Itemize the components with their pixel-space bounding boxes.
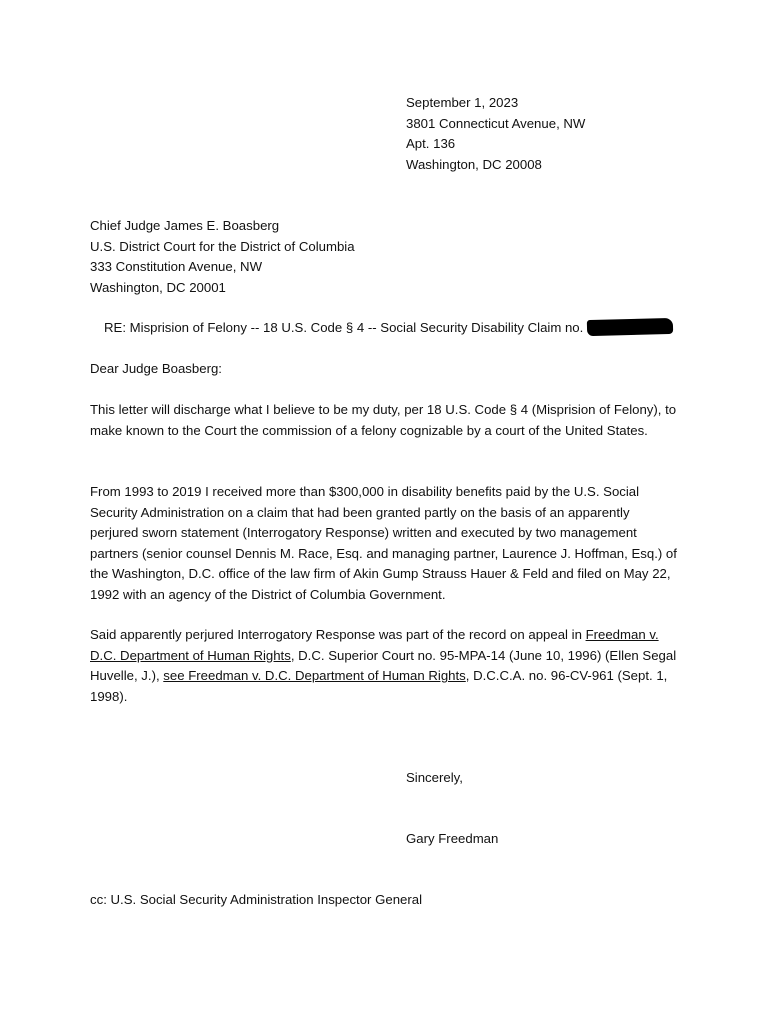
body-paragraph-3 (90, 625, 680, 707)
body-paragraph-1 (90, 400, 680, 441)
sender-street: 3801 Connecticut Avenue, NW (406, 115, 586, 131)
paragraph-3-end: , D.C.C.A. no. 96-CV-961 (Sept. 1, 1998). (90, 668, 668, 704)
subject-line (104, 318, 673, 339)
case-citation-1: Freedman v. D.C. Department of Human Rights (90, 627, 659, 663)
sender-city: Washington, DC 20008 (406, 156, 542, 172)
recipient-street: 333 Constitution Avenue, NW (90, 259, 263, 274)
paragraph-3-text (90, 625, 680, 707)
paragraph-3-mid: , D.C. Superior Court no. 95-MPA-14 (June 10, 1996) (Ellen Segal Huvelle, J.), (90, 647, 677, 683)
body-paragraph-2 (90, 482, 680, 605)
recipient-address-block (90, 216, 355, 298)
redaction-mark (587, 318, 673, 336)
paragraph-1-text: This letter will discharge what I believe to be my duty, per 18 U.S. Code § 4 (Misprision of Felony), to make known to the Court the commission of a felony cognizable by a court of the United States. (90, 402, 677, 438)
cc-line: cc: U.S. Social Security Administration Inspector General (90, 892, 423, 907)
recipient-city: Washington, DC 20001 (90, 279, 226, 295)
recipient-court: U.S. District Court for the District of Columbia (90, 238, 355, 254)
sender-address-block (406, 93, 585, 175)
letter-date: September 1, 2023 (406, 95, 519, 110)
signature-name: Gary Freedman (406, 831, 499, 846)
salutation: Dear Judge Boasberg: (90, 361, 222, 376)
closing: Sincerely, (406, 770, 463, 785)
sender-apt: Apt. 136 (406, 136, 456, 151)
subject-text: RE: Misprision of Felony -- 18 U.S. Code § 4 -- Social Security Disability Claim no. (104, 320, 584, 335)
paragraph-3-intro: Said apparently perjured Interrogatory Response was part of the record on appeal in (90, 627, 586, 642)
recipient-name: Chief Judge James E. Boasberg (90, 218, 280, 233)
case-citation-2: see Freedman v. D.C. Department of Human Rights (163, 668, 466, 683)
paragraph-2-text: From 1993 to 2019 I received more than $300,000 in disability benefits paid by the U.S. Social Security Administration on a claim that had been granted partly on the basis of an apparently perjured sworn statement (Interrogatory Response) written and executed by two management partners (senior counsel Dennis M. Race, Esq. and managing partner, Laurence J. Hoffman, Esq.) of the Washington, D.C. office of the law firm of Akin Gump Strauss Hauer & Feld and filed on May 22, 1992 with an agency of the District of Columbia Government. (90, 484, 677, 602)
